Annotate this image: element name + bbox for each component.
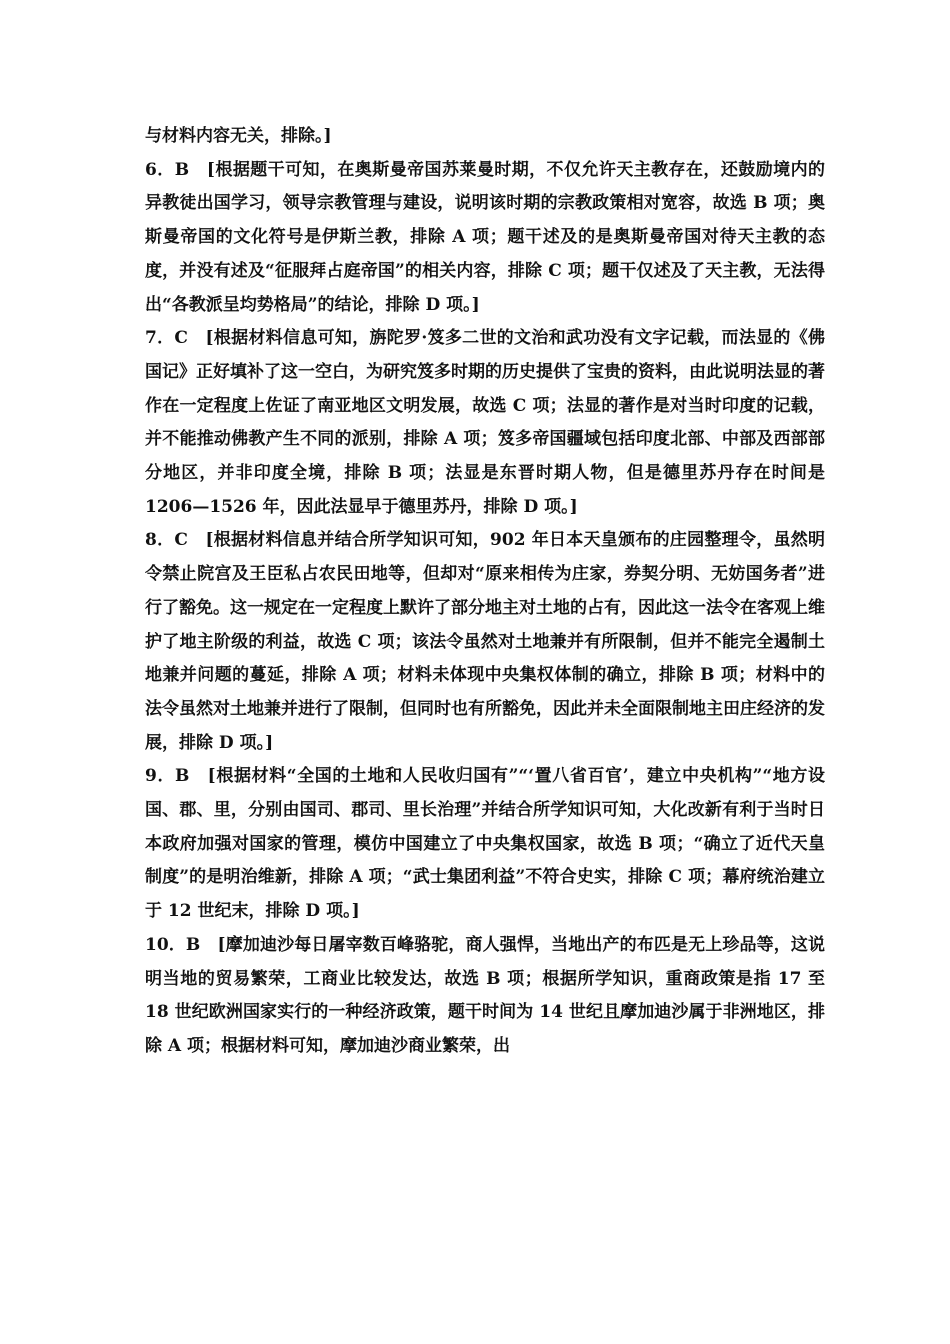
answer-label: 7．C (145, 328, 188, 349)
answer-item-9 (145, 760, 825, 929)
answer-item-6 (145, 154, 825, 323)
answer-explanation: [根据题干可知，在奥斯曼帝国苏莱曼时期，不仅允许天主教存在，还鼓励境内的异教徒出国学习，领导宗教管理与建设，说明该时期的宗教政策相对宽容，故选 B 项；奥斯曼帝国的文化符号是伊斯兰教，排除 A 项；题干述及的是奥斯曼帝国对待天主教的态度，并没有述及“征服拜占庭帝国”的相关内容，排除 C 项；题干仅述及了天主教，无法得出“各教派呈均势格局”的结论，排除 D 项。] (145, 159, 825, 315)
answer-label: 6．B (145, 159, 190, 180)
answer-label: 9．B (145, 766, 190, 787)
answer-explanation: [根据材料“全国的土地和人民收归国有”“‘置八省百官’，建立中央机构”“地方设国、郡、里，分别由国司、郡司、里长治理”并结合所学知识可知，大化改新有利于当时日本政府加强对国家的管理，模仿中国建立了中央集权国家，故选 B 项；“确立了近代天皇制度”的是明治维新，排除 A 项；“武士集团利益”不符合史实，排除 C 项；幕府统治建立于 12 世纪末，排除 D 项。] (145, 766, 825, 922)
answer-explanation: [摩加迪沙每日屠宰数百峰骆驼，商人强悍，当地出产的布匹是无上珍品等，这说明当地的贸易繁荣，工商业比较发达，故选 B 项；根据所学知识，重商政策是指 17 至 18 世纪欧洲国家实行的一种经济政策，题干时间为 14 世纪且摩加迪沙属于非洲地区，排除 A 项；根据材料可知，摩加迪沙商业繁荣，出 (145, 934, 826, 1056)
answer-label: 8．C (145, 530, 188, 551)
answer-item-10 (145, 929, 825, 1064)
answer-explanations-page (145, 120, 825, 1064)
answer-item-7 (145, 322, 825, 524)
answer-item-8 (145, 524, 825, 760)
continuation-paragraph: 与材料内容无关，排除。] (145, 126, 332, 146)
answer-explanation: [根据材料信息可知，旃陀罗·笈多二世的文治和武功没有文字记载，而法显的《佛国记》正好填补了这一空白，为研究笈多时期的历史提供了宝贵的资料，由此说明法显的著作在一定程度上佐证了南亚地区文明发展，故选 C 项；法显的著作是对当时印度的记载，并不能推动佛教产生不同的派别，排除 A 项；笈多帝国疆域包括印度北部、中部及西部部分地区，并非印度全境，排除 B 项；法显是东晋时期人物，但是德里苏丹存在时间是 1206—1526 年，因此法显早于德里苏丹，排除 D 项。] (145, 328, 826, 517)
answer-label: 10．B (145, 934, 201, 955)
answer-explanation: [根据材料信息并结合所学知识可知，902 年日本天皇颁布的庄园整理令，虽然明令禁止院宫及王臣私占农民田地等，但却对“原来相传为庄家，券契分明、无妨国务者”进行了豁免。这一规定在一定程度上默许了部分地主对土地的占有，因此这一法令在客观上维护了地主阶级的利益，故选 C 项；该法令虽然对土地兼并有所限制，但并不能完全遏制土地兼并问题的蔓延，排除 A 项；材料未体现中央集权体制的确立，排除 B 项；材料中的法令虽然对土地兼并进行了限制，但同时也有所豁免，因此并未全面限制地主田庄经济的发展，排除 D 项。] (145, 530, 826, 753)
